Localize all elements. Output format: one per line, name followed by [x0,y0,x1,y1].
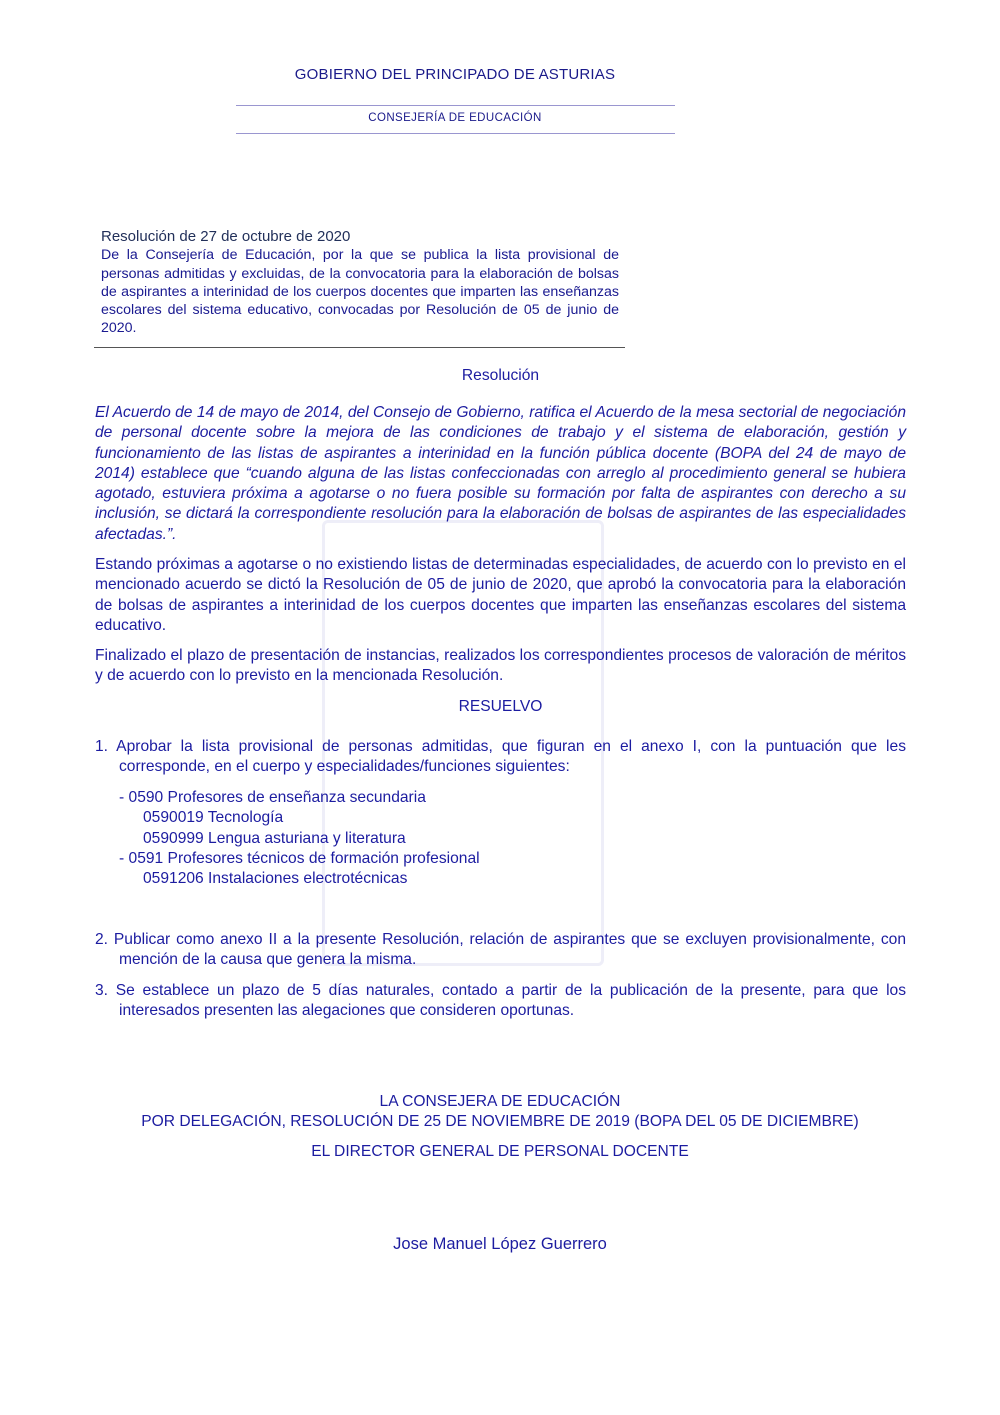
list-item: - 0591 Profesores técnicos de formación profesional [119,849,480,867]
divider [236,105,675,106]
divider [236,133,675,134]
list-item: 0590019 Tecnología [143,809,284,827]
resolution-item-3: 3. Se establece un plazo de 5 días naturales, contado a partir de la publicación de la presente, para que los interesados presenten las alegaciones que consideren oportunas. [95,982,906,1020]
resolution-item-1: 1. Aprobar la lista provisional de personas admitidas, que figuran en el anexo I, con la puntuación que les corresponde, en el cuerpo y especialidades/funciones siguientes: [95,738,906,776]
signature-delegation: POR DELEGACIÓN, RESOLUCIÓN DE 25 DE NOVIEMBRE DE 2019 (BOPA DEL 05 DE DICIEMBRE) [141,1113,859,1130]
signature-role: LA CONSEJERA DE EDUCACIÓN [379,1093,621,1110]
specialties-list [119,788,819,889]
government-header: GOBIERNO DEL PRINCIPADO DE ASTURIAS [294,66,616,83]
department-header: CONSEJERÍA DE EDUCACIÓN [368,112,542,124]
section-heading: Resolución [461,367,540,384]
summary-title: Resolución de 27 de octubre de 2020 [101,228,351,245]
paragraph-finalizado: Finalizado el plazo de presentación de instancias, realizados los correspondientes procesos de valoración de méritos y de acuerdo con lo previsto en la mencionada Resolución. [95,647,906,685]
paragraph-acuerdo: El Acuerdo de 14 de mayo de 2014, del Consejo de Gobierno, ratifica el Acuerdo de la mesa sectorial de negociación de personal docente sobre la mejora de las condiciones de trabajo y el sistema de elaboración, gestión y funcionamiento de las listas de aspirantes a interinidad en la función pública docente (BOPA del 24 de mayo de 2014) establece que “cuando alguna de las listas confeccionadas con arreglo al procedimiento general se hubiera agotado, estuviera próxima a agotarse o no fuera posible su formación por falta de aspirantes con derecho a su inclusión, se dictará la correspondiente resolución para la elaboración de bolsas de aspirantes de las especialidades afectadas.”. [95,404,906,543]
resolution-item-2: 2. Publicar como anexo II a la presente Resolución, relación de aspirantes que se excluyen provisionalmente, con mención de la causa que genera la misma. [95,931,906,969]
summary-text: De la Consejería de Educación, por la que se publica la lista provisional de personas admitidas y excluidas, de la convocatoria para la elaboración de bolsas de aspirantes a interinidad de los cuerpos docentes que imparten las enseñanzas escolares del sistema educativo, convocadas por Resolución de 05 de junio de 2020. [101,247,619,337]
divider [94,347,625,348]
summary-block [101,228,619,338]
list-item: 0591206 Instalaciones electrotécnicas [143,870,408,888]
list-item: 0590999 Lengua asturiana y literatura [143,829,406,847]
paragraph-antecedentes: Estando próximas a agotarse o no existiendo listas de determinadas especialidades, de acuerdo con lo previsto en el mencionado acuerdo se dictó la Resolución de 05 de junio de 2020, que aprobó la convocatoria para la elaboración de bolsas de aspirantes a interinidad de los cuerpos docentes que imparten las enseñanzas escolares del sistema educativo. [95,556,906,634]
list-item: - 0590 Profesores de enseñanza secundaria [119,789,426,806]
signature-director: EL DIRECTOR GENERAL DE PERSONAL DOCENTE [311,1143,689,1160]
resuelvo-heading: RESUELVO [458,698,543,715]
signatory-name: Jose Manuel López Guerrero [393,1235,607,1253]
